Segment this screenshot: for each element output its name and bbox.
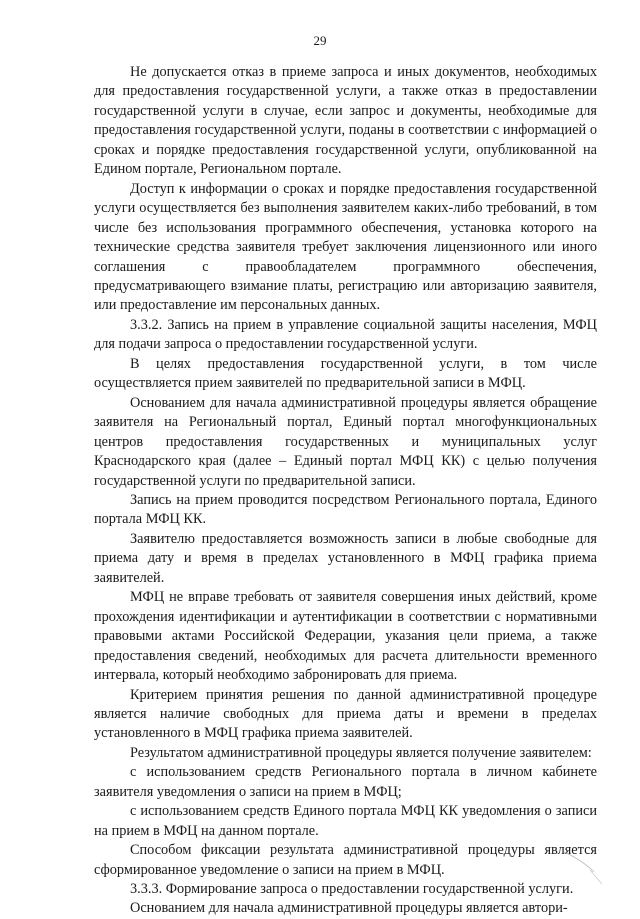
paragraph-result-regional: с использованием средств Регионального портала в личном кабинете заявителя уведомления о записи на прием в МФЦ;: [94, 764, 597, 800]
paragraph-decision-criterion: Критерием принятия решения по данной административной процедуре является наличие свободных для приема даты и времени в пределах установленного в МФЦ графика приема заявителей.: [94, 686, 597, 742]
paragraph-mfc-restrictions: МФЦ не вправе требовать от заявителя совершения иных действий, кроме прохождения идентификации и аутентификации в соответствии с нормативными правовыми актами Российской Федерации, указания цели приема, а также предоставления сведений, необходимых для расчета длительности временного интервала, который необходимо забронировать для приема.: [94, 589, 597, 684]
page-number: 29: [313, 33, 327, 48]
paragraph-section-3-3-2: 3.3.2. Запись на прием в управление социальной защиты населения, МФЦ для подачи запроса о предоставлении государственной услуги.: [94, 316, 597, 353]
paragraph-procedure-basis: Основанием для начала административной процедуры является обращение заявителя на Региональный портал, Единый портал многофункциональных центров предоставления государственных и муниципальных услуг Краснодарского края (далее – Единый портал МФЦ КК) с целью получения государственной услуги по предварительной записи.: [94, 394, 597, 489]
paragraph-result-unified: с использованием средств Единого портала МФЦ КК уведомления о записи на прием в МФЦ на данном портале.: [94, 803, 597, 839]
paragraph-free-slots: Заявителю предоставляется возможность записи в любые свободные для приема дату и время в пределах установленного в МФЦ графика приема заявителей.: [94, 530, 597, 586]
paragraph-fixation-method: Способом фиксации результата административной процедуры является сформированное уведомление о записи на прием в МФЦ.: [94, 842, 597, 878]
paragraph-preliminary-record: В целях предоставления государственной услуги, в том числе осуществляется прием заявителей по предварительной записи в МФЦ.: [94, 355, 597, 392]
paragraph-access-info: Доступ к информации о сроках и порядке предоставления государственной услуги осуществляется без выполнения заявителем каких-либо требований, в том числе без использования программного обеспечения, установка которого на технические средства заявителя требует заключения лицензионного или иного соглашения с правообладателем программного обеспечения, предусматривающего взимание платы, регистрацию или авторизацию заявителя, или предоставление им персональных данных.: [94, 180, 597, 314]
scan-artifact-mark: [560, 840, 610, 890]
paragraph-section-3-3-3: 3.3.3. Формирование запроса о предоставлении государственной услуги.: [130, 881, 574, 898]
paragraph-record-via-portal: Запись на прием проводится посредством Регионального портала, Единого портала МФЦ КК.: [94, 491, 597, 528]
paragraph-refusal: Не допускается отказ в приеме запроса и иных документов, необходимых для предоставления государственной услуги, а также отказ в предоставлении государственной услуги в случае, если запрос и документы, необходимые для предоставления государственной услуги, поданы в соответствии с информацией о сроках и порядке предоставления государственной услуги, опубликованной на Едином портале, Региональном портале.: [94, 64, 597, 178]
paragraph-procedure-basis-auth: Основанием для начала административной процедуры является автори-: [130, 900, 568, 917]
document-body: [94, 63, 597, 919]
paragraph-result: Результатом административной процедуры является получение заявителем:: [130, 744, 592, 761]
